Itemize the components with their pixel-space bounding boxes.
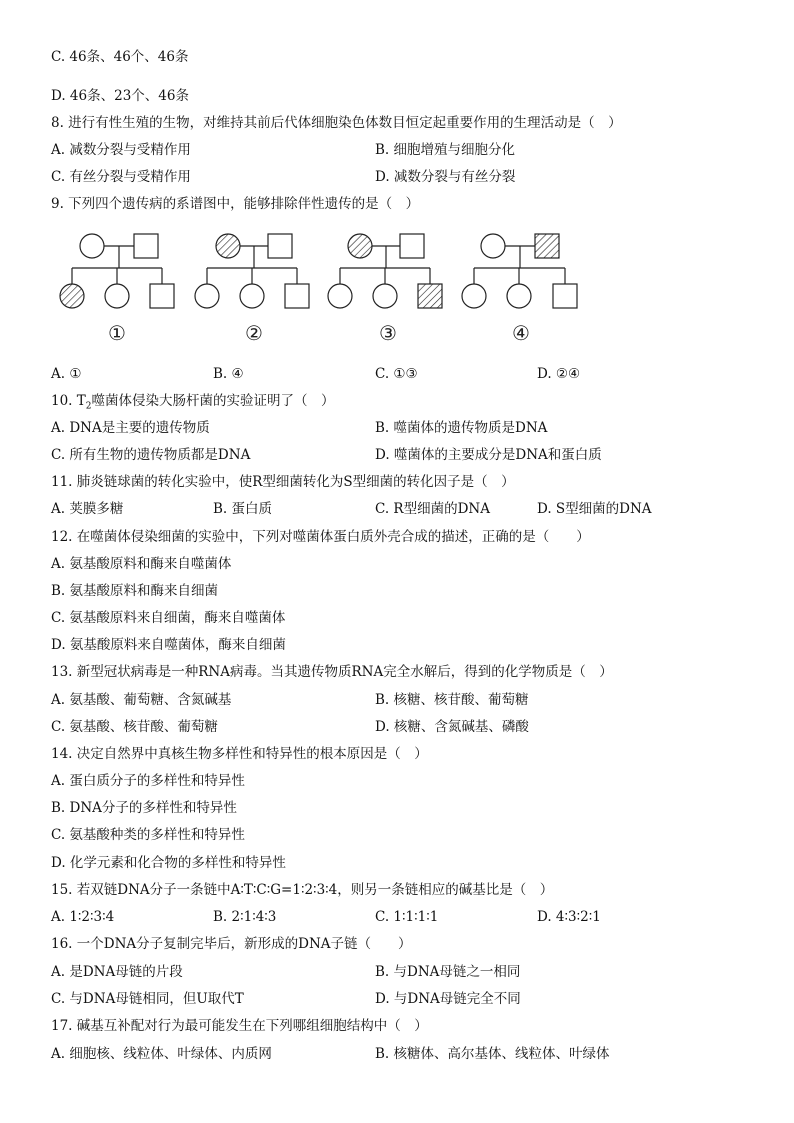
q9-option-d: D. ②④ bbox=[537, 366, 581, 382]
son-normal bbox=[150, 284, 174, 308]
q8-option-a: A. 减数分裂与受精作用 bbox=[51, 142, 191, 158]
son-affected bbox=[418, 284, 442, 308]
q17-option-a: A. 细胞核、线粒体、叶绿体、内质网 bbox=[51, 1046, 272, 1062]
father-normal bbox=[268, 234, 292, 258]
q10-number: 10. T bbox=[51, 393, 86, 409]
question-14: 14. 决定自然界中真核生物多样性和特异性的根本原因是（ ） bbox=[51, 746, 428, 762]
q10-subscript: 2 bbox=[85, 401, 92, 412]
q16-option-a: A. 是DNA母链的片段 bbox=[51, 964, 183, 980]
q15-option-a: A. 1∶2∶3∶4 bbox=[51, 909, 115, 925]
q9-option-b: B. ④ bbox=[213, 366, 244, 382]
q11-option-c: C. R型细菌的DNA bbox=[375, 501, 490, 517]
q8-option-c: C. 有丝分裂与受精作用 bbox=[51, 169, 191, 185]
question-13: 13. 新型冠状病毒是一种RNA病毒。当其遗传物质RNA完全水解后，得到的化学物质是（ ） bbox=[51, 664, 613, 680]
q10-option-b: B. 噬菌体的遗传物质是DNA bbox=[375, 420, 548, 436]
q10-option-c: C. 所有生物的遗传物质都是DNA bbox=[51, 447, 251, 463]
question-16: 16. 一个DNA分子复制完毕后，新形成的DNA子链（ ） bbox=[51, 936, 412, 952]
pedigree-1 bbox=[60, 234, 174, 308]
q8-option-d: D. 减数分裂与有丝分裂 bbox=[375, 169, 516, 185]
q10-text: 噬菌体侵染大肠杆菌的实验证明了（ ） bbox=[91, 393, 335, 409]
q10-option-a: A. DNA是主要的遗传物质 bbox=[51, 420, 210, 436]
pedigree-2 bbox=[195, 234, 309, 308]
pedigree-label-4: ④ bbox=[512, 321, 530, 345]
q16-option-c: C. 与DNA母链相同，但U取代T bbox=[51, 991, 244, 1007]
son-normal bbox=[553, 284, 577, 308]
daughter-normal bbox=[240, 284, 264, 308]
question-17: 17. 碱基互补配对行为最可能发生在下列哪组细胞结构中（ ） bbox=[51, 1018, 428, 1034]
q13-option-c: C. 氨基酸、核苷酸、葡萄糖 bbox=[51, 719, 218, 735]
question-11: 11. 肺炎链球菌的转化实验中，使R型细菌转化为S型细菌的转化因子是（ ） bbox=[51, 474, 515, 490]
pedigree-label-2: ② bbox=[245, 321, 263, 345]
q14-option-a: A. 蛋白质分子的多样性和特异性 bbox=[51, 773, 245, 789]
q13-option-a: A. 氨基酸、葡萄糖、含氮碱基 bbox=[51, 692, 232, 708]
q15-option-c: C. 1∶1∶1∶1 bbox=[375, 909, 439, 925]
q13-option-d: D. 核糖、含氮碱基、磷酸 bbox=[375, 719, 529, 735]
q8-option-b: B. 细胞增殖与细胞分化 bbox=[375, 142, 516, 158]
q14-option-b: B. DNA分子的多样性和特异性 bbox=[51, 800, 237, 816]
question-12: 12. 在噬菌体侵染细菌的实验中，下列对噬菌体蛋白质外壳合成的描述，正确的是（ ） bbox=[51, 529, 590, 545]
question-9: 9. 下列四个遗传病的系谱图中，能够排除伴性遗传的是（ ） bbox=[51, 196, 420, 212]
father-normal bbox=[134, 234, 158, 258]
son-normal bbox=[285, 284, 309, 308]
pedigree-label-3: ③ bbox=[379, 321, 397, 345]
prev-option-d: D. 46条、23个、46条 bbox=[51, 88, 189, 104]
pedigree-diagrams bbox=[50, 228, 670, 353]
q12-option-c: C. 氨基酸原料来自细菌，酶来自噬菌体 bbox=[51, 610, 286, 626]
father-normal bbox=[400, 234, 424, 258]
pedigree-3 bbox=[328, 234, 442, 308]
mother-affected bbox=[216, 234, 240, 258]
daughter-affected bbox=[60, 284, 84, 308]
daughter-normal bbox=[195, 284, 219, 308]
q14-option-c: C. 氨基酸种类的多样性和特异性 bbox=[51, 827, 245, 843]
daughter-normal bbox=[373, 284, 397, 308]
daughter-normal bbox=[507, 284, 531, 308]
daughter-normal bbox=[462, 284, 486, 308]
prev-option-c: C. 46条、46个、46条 bbox=[51, 49, 189, 65]
question-15: 15. 若双链DNA分子一条链中A∶T∶C∶G=1∶2∶3∶4，则另一条链相应的碱基比是（ ） bbox=[51, 882, 554, 898]
q12-option-d: D. 氨基酸原料来自噬菌体，酶来自细菌 bbox=[51, 637, 286, 653]
q12-option-a: A. 氨基酸原料和酶来自噬菌体 bbox=[51, 556, 232, 572]
question-8: 8. 进行有性生殖的生物，对维持其前后代体细胞染色体数目恒定起重要作用的生理活动是（ ） bbox=[51, 115, 622, 131]
father-affected bbox=[535, 234, 559, 258]
q11-option-a: A. 荚膜多糖 bbox=[51, 501, 124, 517]
daughter-normal bbox=[105, 284, 129, 308]
q11-option-b: B. 蛋白质 bbox=[213, 501, 273, 517]
q16-option-d: D. 与DNA母链完全不同 bbox=[375, 991, 521, 1007]
q12-option-b: B. 氨基酸原料和酶来自细菌 bbox=[51, 583, 219, 599]
mother-affected bbox=[348, 234, 372, 258]
q14-option-d: D. 化学元素和化合物的多样性和特异性 bbox=[51, 855, 286, 871]
mother-normal bbox=[80, 234, 104, 258]
q11-option-d: D. S型细菌的DNA bbox=[537, 501, 652, 517]
q9-option-a: A. ① bbox=[51, 366, 82, 382]
daughter-normal bbox=[328, 284, 352, 308]
q15-option-d: D. 4∶3∶2∶1 bbox=[537, 909, 601, 925]
q16-option-b: B. 与DNA母链之一相同 bbox=[375, 964, 521, 980]
question-10 bbox=[51, 392, 335, 416]
pedigree-label-1: ① bbox=[108, 321, 126, 345]
mother-normal bbox=[481, 234, 505, 258]
q17-option-b: B. 核糖体、高尔基体、线粒体、叶绿体 bbox=[375, 1046, 610, 1062]
pedigree-4 bbox=[462, 234, 577, 308]
q13-option-b: B. 核糖、核苷酸、葡萄糖 bbox=[375, 692, 529, 708]
q10-option-d: D. 噬菌体的主要成分是DNA和蛋白质 bbox=[375, 447, 602, 463]
q9-option-c: C. ①③ bbox=[375, 366, 418, 382]
q15-option-b: B. 2∶1∶4∶3 bbox=[213, 909, 277, 925]
